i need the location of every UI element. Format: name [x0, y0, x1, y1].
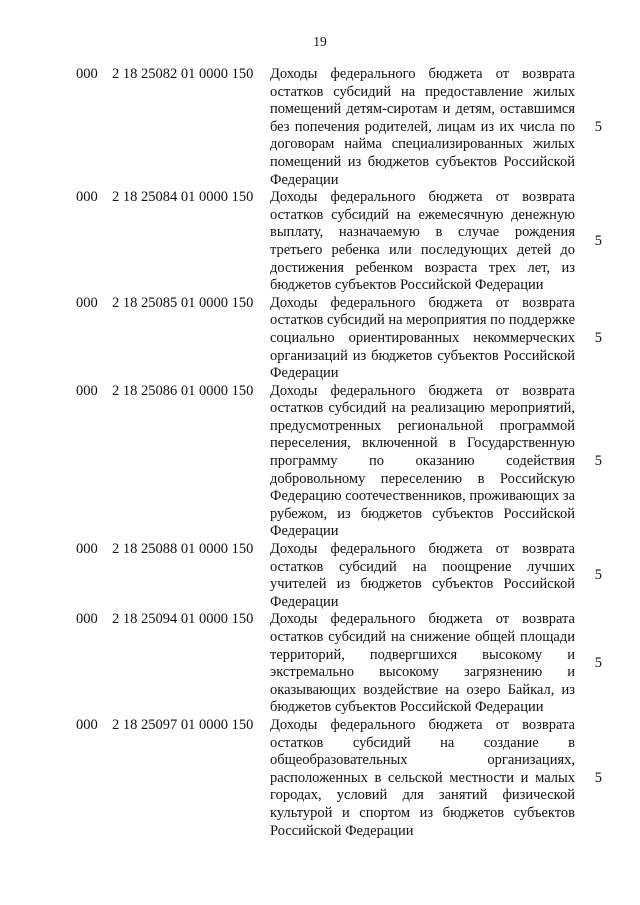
table-row — [0, 189, 640, 295]
revenue-name: Доходы федерального бюджета от возврата остатков субсидий на поощрение лучших учителей из бюджетов субъектов Российской Федерации — [270, 541, 575, 610]
revenue-name: Доходы федерального бюджета от возврата остатков субсидий на ежемесячную денежную выплату, назначаемую в случае рождения третьего ребенка или последующих детей до достижения ребенком возраста трех лет, из бюджетов субъектов Российской Федерации — [270, 189, 575, 294]
budget-classification-code: 2 18 25084 01 0000 150 — [112, 189, 254, 206]
table-row — [0, 717, 640, 840]
budget-classification-code: 2 18 25082 01 0000 150 — [112, 66, 254, 82]
revenue-name: Доходы федерального бюджета от возврата остатков субсидий на предоставление жилых помещений детям-сиротам и детям, оставшимся без попечения родителей, лицам из их числа по договорам найма специализированных жилых помещений из бюджетов субъектов Российской Федерации — [270, 66, 575, 188]
budget-classification-code: 2 18 25088 01 0000 150 — [112, 541, 254, 558]
table-row — [0, 383, 640, 541]
admin-code: 000 — [76, 541, 98, 558]
revenue-table — [0, 66, 640, 840]
admin-code: 000 — [76, 189, 98, 206]
table-row — [0, 66, 640, 189]
amount: 5 — [594, 655, 602, 672]
admin-code: 000 — [76, 66, 98, 82]
admin-code: 000 — [76, 382, 98, 399]
budget-classification-code: 2 18 25097 01 0000 150 — [112, 716, 254, 733]
amount: 5 — [594, 769, 602, 786]
revenue-name: Доходы федерального бюджета от возврата остатков субсидий на реализацию мероприятий, предусмотренных региональной программой переселения, включенной в Государственную программу по оказанию содействия добровольному переселению в Российскую Федерацию соотечественников, проживающих за рубежом, из бюджетов субъектов Российской Федерации — [270, 382, 575, 540]
page-number: 19 — [313, 34, 327, 49]
table-row — [0, 541, 640, 611]
revenue-name: Доходы федерального бюджета от возврата остатков субсидий на снижение общей площади территорий, подвергшихся высокому и экстремально высокому загрязнению и оказывающих воздействие на озеро Байкал, из бюджетов субъектов Российской Федерации — [270, 611, 575, 716]
table-row — [0, 295, 640, 383]
table-row — [0, 611, 640, 717]
admin-code: 000 — [76, 716, 98, 733]
revenue-name: Доходы федерального бюджета от возврата остатков субсидий на создание в общеобразовательных организациях, расположенных в сельской местности и малых городах, условий для занятий физической культурой и спортом из бюджетов субъектов Российской Федерации — [270, 716, 575, 839]
amount: 5 — [594, 567, 602, 584]
amount: 5 — [594, 233, 602, 250]
admin-code: 000 — [76, 611, 98, 628]
budget-classification-code: 2 18 25086 01 0000 150 — [112, 382, 254, 399]
amount: 5 — [594, 453, 602, 470]
revenue-name: Доходы федерального бюджета от возврата остатков субсидий на мероприятия по поддержке социально ориентированных некоммерческих организаций из бюджетов субъектов Российской Федерации — [270, 294, 575, 382]
amount: 5 — [594, 329, 602, 346]
admin-code: 000 — [76, 294, 98, 311]
budget-classification-code: 2 18 25085 01 0000 150 — [112, 294, 254, 311]
amount: 5 — [594, 118, 602, 135]
budget-classification-code: 2 18 25094 01 0000 150 — [112, 611, 254, 628]
